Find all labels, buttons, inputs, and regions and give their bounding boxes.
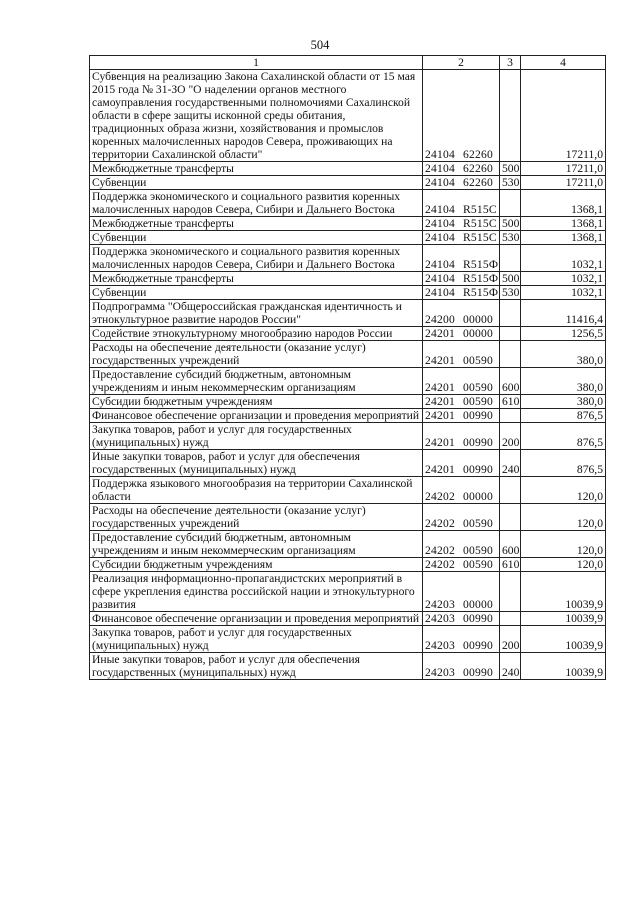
table-row	[90, 504, 606, 531]
row-code-direction: 00590	[462, 517, 493, 530]
row-description: Межбюджетные трансферты	[90, 272, 423, 286]
row-description: Предоставление субсидий бюджетным, автономным учреждениям и иным некоммерческим организациям	[90, 368, 423, 395]
table-row	[90, 231, 606, 245]
row-code-direction: 00590	[462, 381, 493, 394]
table-row	[90, 558, 606, 572]
table-body	[90, 70, 606, 680]
row-expense-type: 530	[500, 231, 521, 245]
table-row	[90, 653, 606, 680]
row-description: Содействие этнокультурному многообразию народов России	[90, 327, 423, 341]
row-amount: 10039,9	[521, 572, 606, 612]
row-expense-type: 500	[500, 272, 521, 286]
page-number: 504	[310, 38, 330, 52]
row-code	[423, 572, 500, 612]
table-row	[90, 327, 606, 341]
row-amount: 17211,0	[521, 176, 606, 190]
row-code-direction: 00000	[462, 313, 493, 326]
row-amount: 17211,0	[521, 70, 606, 162]
row-code-program: 24104	[425, 148, 455, 161]
row-code-direction: 00000	[462, 327, 493, 340]
row-code	[423, 70, 500, 162]
row-amount: 120,0	[521, 558, 606, 572]
row-code-direction: 62260	[462, 148, 493, 161]
row-code	[423, 531, 500, 558]
row-code-program: 24203	[425, 612, 455, 625]
row-code-program: 24104	[425, 231, 455, 244]
row-description: Субвенция на реализацию Закона Сахалинской области от 15 мая 2015 года № 31-ЗО "О наделении органов местного самоуправления государственными полномочиями Сахалинской области в сфере защиты исконной среды обитания, традиционных образа жизни, хозяйствования и промыслов коренных малочисленных народов Севера, проживающих на территории Сахалинской области"	[90, 70, 423, 162]
row-expense-type: 530	[500, 286, 521, 300]
row-code	[423, 231, 500, 245]
row-code-program: 24201	[425, 354, 455, 367]
row-code-direction: 00590	[462, 544, 493, 557]
row-expense-type	[500, 612, 521, 626]
row-amount: 1368,1	[521, 231, 606, 245]
row-amount: 1368,1	[521, 217, 606, 231]
column-header-1: 1	[90, 56, 423, 70]
row-expense-type	[500, 245, 521, 272]
column-header-2: 2	[423, 56, 500, 70]
row-amount: 876,5	[521, 450, 606, 477]
table-row	[90, 395, 606, 409]
row-expense-type	[500, 300, 521, 327]
row-description: Поддержка экономического и социального развития коренных малочисленных народов Севера, Сибири и Дальнего Востока	[90, 190, 423, 217]
row-code	[423, 176, 500, 190]
row-expense-type: 240	[500, 653, 521, 680]
row-code	[423, 327, 500, 341]
row-amount: 876,5	[521, 409, 606, 423]
row-code-program: 24104	[425, 258, 455, 271]
row-description: Предоставление субсидий бюджетным, автономным учреждениям и иным некоммерческим организациям	[90, 531, 423, 558]
row-code-program: 24202	[425, 490, 455, 503]
row-code-program: 24203	[425, 666, 455, 679]
row-expense-type: 530	[500, 176, 521, 190]
row-code-direction: R515Ф	[462, 258, 499, 271]
row-description: Расходы на обеспечение деятельности (оказание услуг) государственных учреждений	[90, 341, 423, 368]
row-amount: 120,0	[521, 504, 606, 531]
table-row	[90, 409, 606, 423]
row-code-direction: 00990	[462, 463, 493, 476]
row-expense-type	[500, 341, 521, 368]
table-row	[90, 70, 606, 162]
row-expense-type: 600	[500, 368, 521, 395]
row-code-program: 24202	[425, 544, 455, 557]
row-code	[423, 423, 500, 450]
row-description: Поддержка языкового многообразия на территории Сахалинской области	[90, 477, 423, 504]
row-amount: 10039,9	[521, 653, 606, 680]
row-code-direction: 00590	[462, 558, 493, 571]
row-code	[423, 558, 500, 572]
row-code-direction: 00990	[462, 409, 493, 422]
row-expense-type	[500, 409, 521, 423]
row-description: Иные закупки товаров, работ и услуг для обеспечения государственных (муниципальных) нужд	[90, 450, 423, 477]
row-amount: 380,0	[521, 368, 606, 395]
table-row	[90, 477, 606, 504]
row-amount: 1032,1	[521, 286, 606, 300]
row-code-direction: R515Ф	[462, 272, 499, 285]
row-code	[423, 300, 500, 327]
row-description: Межбюджетные трансферты	[90, 162, 423, 176]
row-description: Реализация информационно-пропагандистских мероприятий в сфере укрепления единства российской нации и этнокультурного развития	[90, 572, 423, 612]
row-code-program: 24104	[425, 286, 455, 299]
row-code-program: 24104	[425, 203, 455, 216]
row-expense-type: 500	[500, 217, 521, 231]
row-expense-type: 200	[500, 626, 521, 653]
row-amount: 1256,5	[521, 327, 606, 341]
row-code-program: 24201	[425, 409, 455, 422]
row-expense-type: 500	[500, 162, 521, 176]
row-amount: 17211,0	[521, 162, 606, 176]
row-code	[423, 653, 500, 680]
row-expense-type	[500, 70, 521, 162]
row-code-direction: 00000	[462, 598, 493, 611]
row-code-program: 24104	[425, 217, 455, 230]
row-code	[423, 217, 500, 231]
row-description: Поддержка экономического и социального развития коренных малочисленных народов Севера, Сибири и Дальнего Востока	[90, 245, 423, 272]
row-expense-type	[500, 477, 521, 504]
table-row	[90, 286, 606, 300]
row-code-direction: 00990	[462, 666, 493, 679]
row-amount: 120,0	[521, 477, 606, 504]
row-description: Расходы на обеспечение деятельности (оказание услуг) государственных учреждений	[90, 504, 423, 531]
row-code-program: 24203	[425, 639, 455, 652]
row-code-program: 24200	[425, 313, 455, 326]
table-row	[90, 162, 606, 176]
row-description: Субсидии бюджетным учреждениям	[90, 395, 423, 409]
row-code-program: 24201	[425, 463, 455, 476]
row-expense-type: 240	[500, 450, 521, 477]
row-description: Субвенции	[90, 231, 423, 245]
row-code-direction: R515Ф	[462, 286, 499, 299]
table-row	[90, 423, 606, 450]
row-code-program: 24201	[425, 327, 455, 340]
row-amount: 380,0	[521, 341, 606, 368]
row-description: Подпрограмма "Общероссийская гражданская идентичность и этнокультурное развитие народов России"	[90, 300, 423, 327]
table-row	[90, 626, 606, 653]
row-code-program: 24203	[425, 598, 455, 611]
row-expense-type: 200	[500, 423, 521, 450]
table-row	[90, 572, 606, 612]
row-description: Финансовое обеспечение организации и проведения мероприятий	[90, 409, 423, 423]
row-amount: 1032,1	[521, 272, 606, 286]
row-code-program: 24201	[425, 436, 455, 449]
column-header-4: 4	[521, 56, 606, 70]
table-row	[90, 612, 606, 626]
table-row	[90, 450, 606, 477]
row-code	[423, 504, 500, 531]
row-description: Субвенции	[90, 176, 423, 190]
row-amount: 10039,9	[521, 626, 606, 653]
row-code-direction: R515C	[462, 231, 497, 244]
row-expense-type	[500, 190, 521, 217]
table-row	[90, 272, 606, 286]
row-code	[423, 162, 500, 176]
table-row	[90, 368, 606, 395]
row-code-direction: 00000	[462, 490, 493, 503]
row-description: Субвенции	[90, 286, 423, 300]
row-code-direction: 00990	[462, 612, 493, 625]
row-expense-type: 610	[500, 395, 521, 409]
table-row	[90, 245, 606, 272]
row-amount: 120,0	[521, 531, 606, 558]
row-description: Закупка товаров, работ и услуг для государственных (муниципальных) нужд	[90, 626, 423, 653]
row-description: Финансовое обеспечение организации и проведения мероприятий	[90, 612, 423, 626]
row-code-program: 24202	[425, 558, 455, 571]
table-row	[90, 341, 606, 368]
row-description: Субсидии бюджетным учреждениям	[90, 558, 423, 572]
row-code-program: 24202	[425, 517, 455, 530]
row-code-direction: R515C	[462, 203, 497, 216]
row-code-program: 24104	[425, 176, 455, 189]
table-row	[90, 176, 606, 190]
row-code-direction: 00990	[462, 436, 493, 449]
row-code-program: 24104	[425, 272, 455, 285]
row-code	[423, 612, 500, 626]
budget-table	[89, 55, 606, 680]
table-row	[90, 300, 606, 327]
row-code-direction: 00990	[462, 639, 493, 652]
row-code-direction: 62260	[462, 162, 493, 175]
row-code	[423, 477, 500, 504]
row-code-program: 24104	[425, 162, 455, 175]
row-expense-type: 600	[500, 531, 521, 558]
header-row	[90, 56, 606, 70]
row-description: Закупка товаров, работ и услуг для государственных (муниципальных) нужд	[90, 423, 423, 450]
row-amount: 876,5	[521, 423, 606, 450]
row-description: Иные закупки товаров, работ и услуг для обеспечения государственных (муниципальных) нужд	[90, 653, 423, 680]
row-code-direction: 00590	[462, 354, 493, 367]
row-amount: 11416,4	[521, 300, 606, 327]
row-code-direction: R515C	[462, 217, 497, 230]
row-amount: 1368,1	[521, 190, 606, 217]
row-expense-type	[500, 504, 521, 531]
row-expense-type	[500, 327, 521, 341]
table-row	[90, 190, 606, 217]
row-description: Межбюджетные трансферты	[90, 217, 423, 231]
table-row	[90, 531, 606, 558]
row-code	[423, 395, 500, 409]
row-amount: 10039,9	[521, 612, 606, 626]
row-expense-type	[500, 572, 521, 612]
row-code	[423, 341, 500, 368]
row-code	[423, 450, 500, 477]
row-code	[423, 286, 500, 300]
row-expense-type: 610	[500, 558, 521, 572]
row-code	[423, 245, 500, 272]
row-code	[423, 409, 500, 423]
row-amount: 380,0	[521, 395, 606, 409]
row-code	[423, 190, 500, 217]
row-code-program: 24201	[425, 395, 455, 408]
row-amount: 1032,1	[521, 245, 606, 272]
column-header-3: 3	[500, 56, 521, 70]
row-code	[423, 272, 500, 286]
row-code-direction: 00590	[462, 395, 493, 408]
table-row	[90, 217, 606, 231]
row-code	[423, 626, 500, 653]
row-code	[423, 368, 500, 395]
row-code-program: 24201	[425, 381, 455, 394]
row-code-direction: 62260	[462, 176, 493, 189]
